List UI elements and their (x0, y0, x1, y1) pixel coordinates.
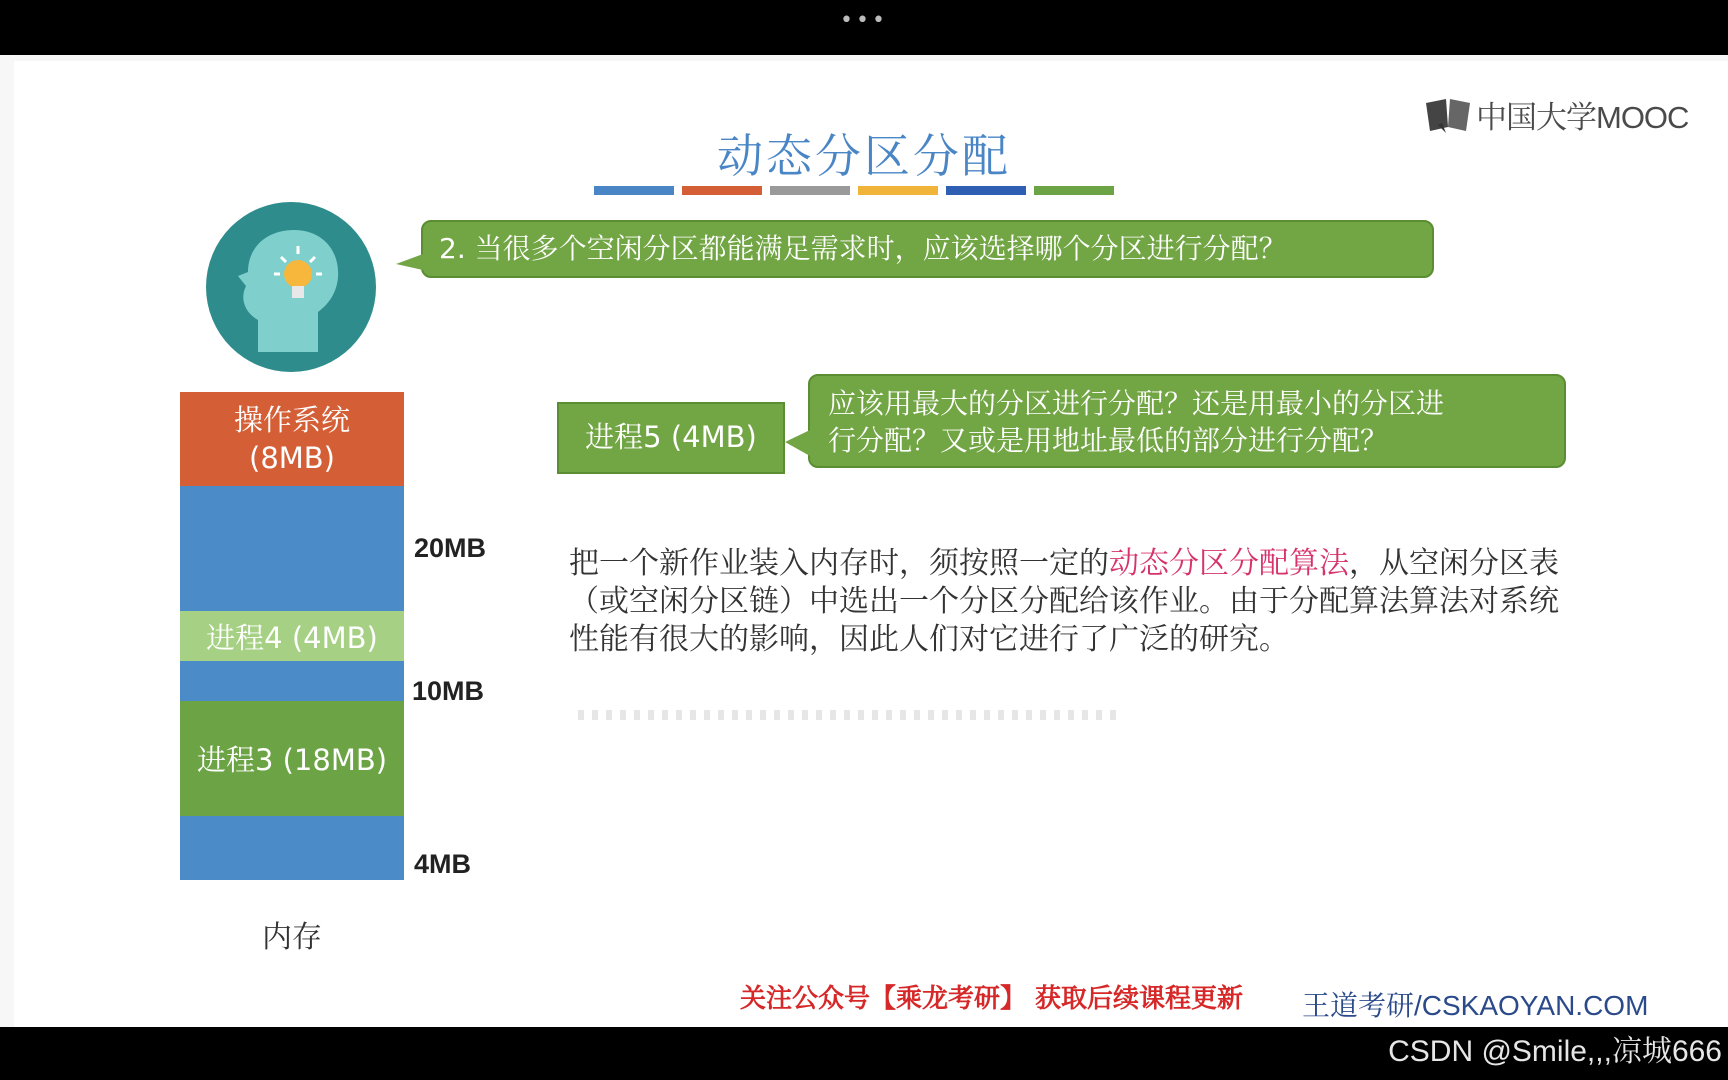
free-segment-20mb (180, 486, 404, 611)
mark-10mb: 10MB (412, 676, 485, 706)
highlight-term: 动态分区分配算法 (1109, 546, 1349, 581)
body-text-1: 把一个新作业装入内存时，须按照一定的 (569, 546, 1109, 581)
title-bar-1 (594, 186, 674, 195)
video-top-bar (0, 0, 1728, 55)
more-options-icon[interactable]: ••• (840, 8, 888, 33)
answer-line-2: 行分配？又或是用地址最低的部分进行分配？ (828, 424, 1389, 457)
free-segment-10mb (180, 661, 404, 701)
process5-block: 进程5 (4MB) (557, 402, 785, 474)
title-bar-5 (946, 186, 1026, 195)
process3-segment: 进程3 (18MB) (180, 701, 404, 816)
os-label: 操作系统 (233, 403, 350, 437)
memory-diagram (180, 392, 404, 880)
faint-divider (578, 710, 1118, 720)
title-color-bars (594, 186, 1114, 195)
memory-label: 内存 (262, 920, 322, 955)
answer-line-1: 应该用最大的分区进行分配？还是用最小的分区进 (828, 387, 1445, 420)
answer-bubble (808, 374, 1566, 468)
os-size: (8MB) (249, 441, 335, 475)
video-bottom-bar (0, 1027, 1728, 1080)
title-bar-3 (770, 186, 850, 195)
mark-20mb: 20MB (414, 533, 487, 563)
logo-text: 中国大学MOOC (1476, 100, 1689, 135)
question-bubble: 2. 当很多个空闲分区都能满足需求时，应该选择哪个分区进行分配？ (421, 220, 1434, 278)
head-lightbulb-icon (206, 202, 376, 372)
title-bar-2 (682, 186, 762, 195)
process4-segment: 进程4 (4MB) (180, 611, 404, 661)
body-paragraph (569, 545, 1579, 659)
slide-title: 动态分区分配 (717, 129, 1011, 183)
csdn-watermark: CSDN @Smile,,,凉城666 (1388, 1035, 1722, 1068)
body-text-2: ，从空闲分区表（或空闲分区链）中选出一个分区分配给该作业。由于分配算法算法对系统性能有很大的影响，因此人们对它进行了广泛的研究。 (569, 546, 1559, 657)
title-bar-6 (1034, 186, 1114, 195)
title-bar-4 (858, 186, 938, 195)
footer-site: 王道考研/CSKAOYAN.COM (1302, 990, 1649, 1021)
mark-4mb: 4MB (414, 849, 472, 879)
os-segment (180, 392, 404, 486)
footer-promo: 关注公众号【乘龙考研】 获取后续课程更新 (740, 984, 1244, 1014)
free-segment-4mb (180, 816, 404, 880)
